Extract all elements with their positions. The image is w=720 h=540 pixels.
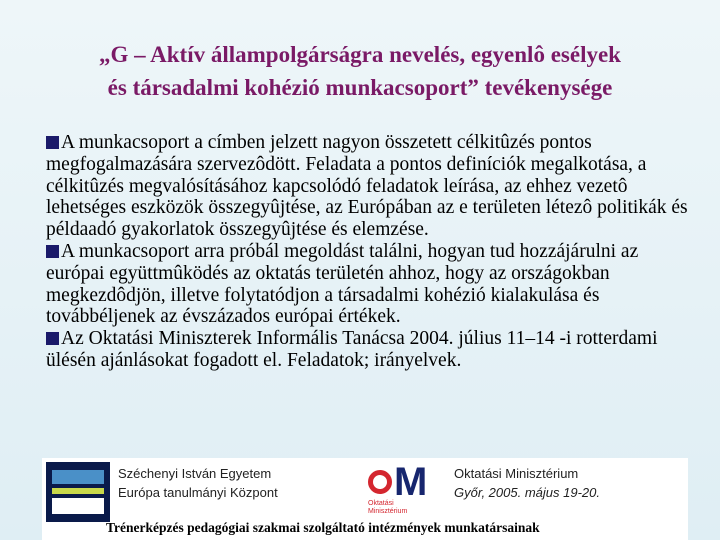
paragraph-text: A munkacsoport a címben jelzett nagyon összetett célkitûzés pontos megfogalmazására szervezôdött. Feladata a pontos definíciók megalkotása, a célkitûzés megvalósításához kapcsolódó feladatok leírása, az ehhez vezetô lehetséges eszközök összegyûjtése, az Európában az e területen létezô politikák és példaadó gyakorlatok összegyûjtése és elemzése. xyxy=(46,132,688,241)
ministry-info: Oktatási Minisztérium Győr, 2005. május 19-20. xyxy=(454,466,600,500)
square-bullet-icon xyxy=(46,332,59,345)
title-line-2: és társadalmi kohézió munkacsoport” tevékenysége xyxy=(107,75,613,100)
slide-body xyxy=(46,132,696,372)
footer-training-text: Trénerképzés pedagógiai szakmai szolgáltató intézmények munkatársainak xyxy=(106,520,540,535)
title-line-1: „G – Aktív állampolgárságra nevelés, egyenlô esélyek xyxy=(99,42,621,67)
bullet-paragraph-3 xyxy=(46,328,696,372)
paragraph-text: A munkacsoport arra próbál megoldást találni, hogyan tud hozzájárulni az európai együttmûködés az oktatás területén ahhoz, hogy az országokban megkezdôdjön, illetve folytatódjon a társadalmi kohézió kialakulása és továbbéljenek az évszázados európai értékek. xyxy=(46,240,639,328)
om-ring-icon xyxy=(368,470,392,494)
om-logo: M Oktatási Minisztérium xyxy=(368,460,428,515)
bullet-paragraph-1 xyxy=(46,132,696,241)
university-name: Széchenyi István Egyetem Európa tanulmányi Központ xyxy=(118,466,278,500)
slide-title xyxy=(30,38,690,104)
square-bullet-icon xyxy=(46,136,59,149)
paragraph-text: Az Oktatási Miniszterek Informális Tanácsa 2004. július 11–14 -i rotterdami ülésén ajánlásokat fogadott el. Feladatok; irányelvek. xyxy=(46,328,658,371)
square-bullet-icon xyxy=(46,245,59,258)
bullet-paragraph-2 xyxy=(46,241,696,328)
footer-banner xyxy=(42,458,688,540)
university-logo xyxy=(46,462,110,522)
